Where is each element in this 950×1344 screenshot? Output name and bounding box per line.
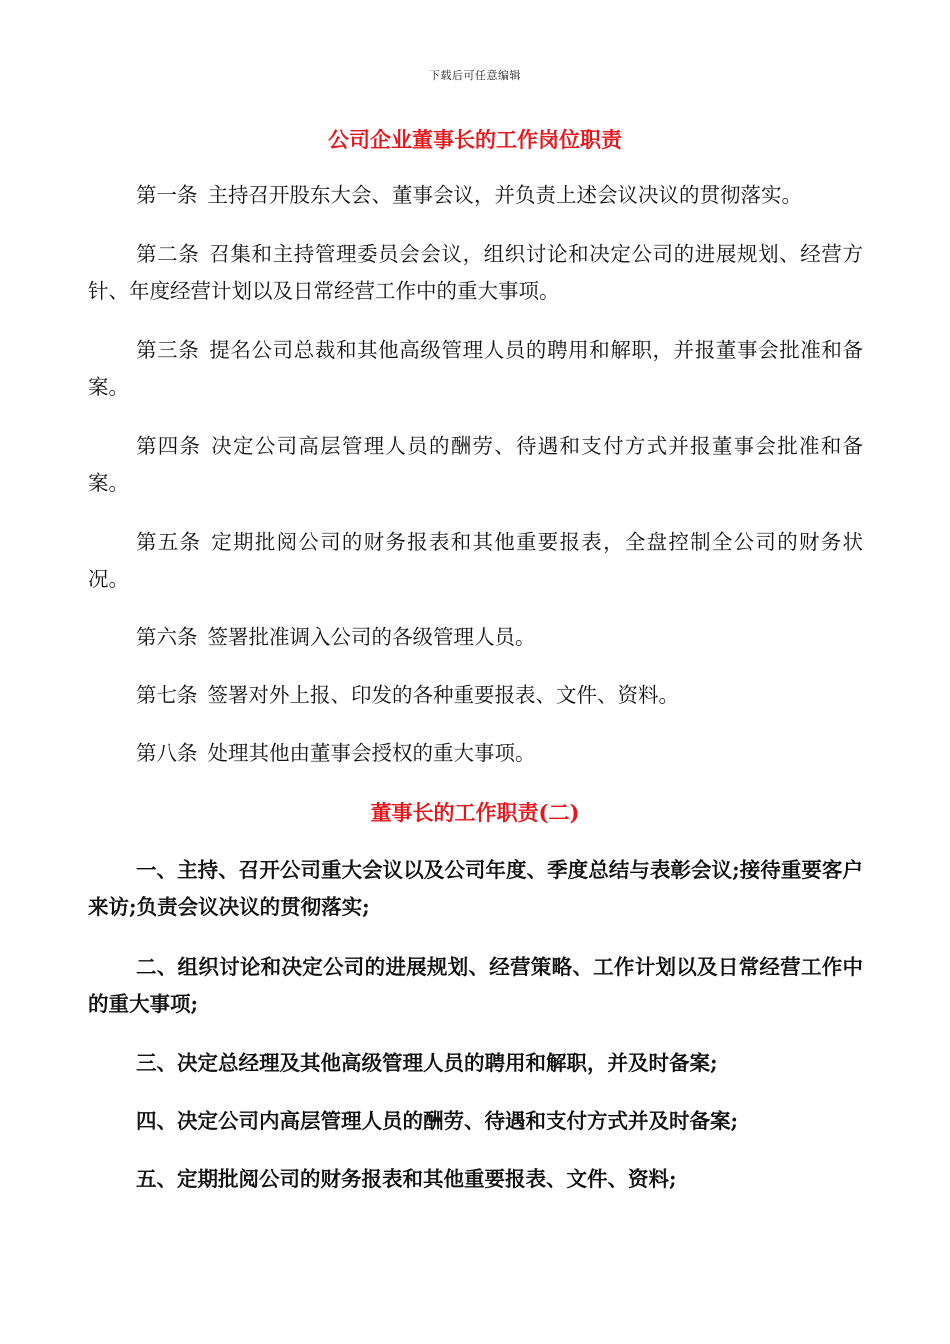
article-7 — [88, 677, 863, 714]
article-1-number: 第一条 — [136, 183, 198, 207]
article-4 — [88, 428, 863, 502]
article-8-number: 第八条 — [136, 741, 198, 765]
article-2 — [88, 236, 863, 310]
article-2-number: 第二条 — [136, 242, 200, 266]
duty-1: 一、主持、召开公司重大会议以及公司年度、季度总结与表彰会议;接待重要客户来访;负责会议决议的贯彻落实; — [88, 858, 863, 919]
article-3-number: 第三条 — [136, 338, 200, 362]
article-6-text: 签署批准调入公司的各级管理人员。 — [207, 625, 536, 649]
duty-3: 三、决定总经理及其他高级管理人员的聘用和解职，并及时备案; — [136, 1051, 718, 1075]
article-5 — [88, 524, 863, 598]
duty-5: 五、定期批阅公司的财务报表和其他重要报表、文件、资料; — [136, 1167, 677, 1191]
article-4-text: 决定公司高层管理人员的酬劳、待遇和支付方式并报董事会批准和备案。 — [88, 434, 863, 495]
duty-2: 二、组织讨论和决定公司的进展规划、经营策略、工作计划以及日常经营工作中的重大事项; — [88, 955, 863, 1016]
article-6 — [88, 619, 863, 656]
article-1-text: 主持召开股东大会、董事会议，并负责上述会议决议的贯彻落实。 — [207, 183, 802, 207]
article-3-text: 提名公司总裁和其他高级管理人员的聘用和解职，并报董事会批准和备案。 — [88, 338, 864, 399]
article-2-text: 召集和主持管理委员会会议，组织讨论和决定公司的进展规划、经营方针、年度经营计划以及日常经营工作中的重大事项。 — [88, 242, 864, 303]
section-title: 董事长的工作职责(二) — [370, 800, 580, 825]
header-note: 下载后可任意编辑 — [429, 69, 521, 82]
duty-4: 四、决定公司内高层管理人员的酬劳、待遇和支付方式并及时备案; — [136, 1109, 739, 1133]
article-1 — [88, 177, 863, 214]
document-title: 公司企业董事长的工作岗位职责 — [328, 127, 622, 152]
article-6-number: 第六条 — [136, 625, 198, 649]
article-5-number: 第五条 — [136, 530, 202, 554]
article-5-text: 定期批阅公司的财务报表和其他重要报表，全盘控制全公司的财务状况。 — [88, 530, 863, 591]
article-7-number: 第七条 — [136, 683, 198, 707]
article-3 — [88, 332, 863, 406]
article-8-text: 处理其他由董事会授权的重大事项。 — [207, 741, 536, 765]
article-8 — [88, 735, 863, 772]
article-4-number: 第四条 — [136, 434, 202, 458]
article-7-text: 签署对外上报、印发的各种重要报表、文件、资料。 — [207, 683, 679, 707]
